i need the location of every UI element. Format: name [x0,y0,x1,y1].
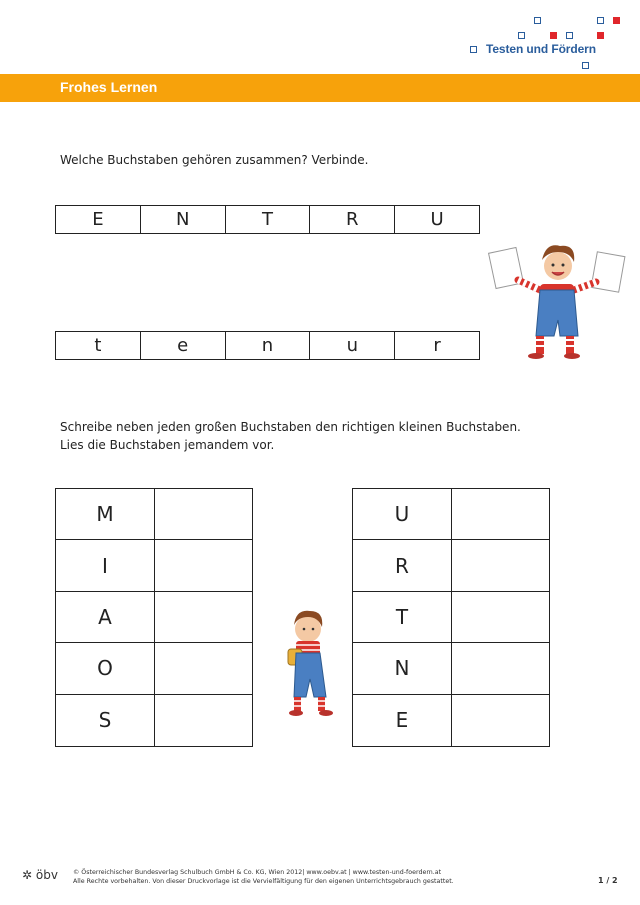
uppercase-cell[interactable]: N [141,206,226,233]
grid-uppercase-letter: E [353,695,452,746]
grid-row [353,643,549,694]
grid-row [56,643,252,694]
footer-copyright [73,868,454,886]
grid-uppercase-letter: A [56,592,155,642]
grid-uppercase-letter: O [56,643,155,693]
logo-text: Testen und Fördern [486,42,596,56]
uppercase-cell[interactable]: U [430,209,444,230]
uppercase-cell[interactable]: T [226,206,311,233]
grid-uppercase-letter: N [353,643,452,693]
answer-blank[interactable] [155,592,252,642]
answer-blank[interactable] [155,643,252,693]
lowercase-cell[interactable]: t [56,332,141,359]
footer-line1: © Österreichischer Bundesverlag Schulbuch GmbH & Co. KG, Wien 2012| www.oebv.at | www.testen-und-foerdern.at [73,869,442,876]
answer-blank[interactable] [452,489,549,539]
grid-uppercase-letter: I [56,540,155,590]
answer-blank[interactable] [452,643,549,693]
grid-uppercase-letter: T [353,592,452,642]
child-holding-papers-illustration [488,238,628,364]
logo-square [597,32,604,39]
page-title: Frohes Lernen [60,79,158,95]
walking-child-illustration [272,605,342,730]
logo-square [534,17,541,24]
logo-square [613,17,620,24]
answer-blank[interactable] [452,592,549,642]
logo-square [597,17,604,24]
logo-square [582,62,589,69]
lowercase-cell[interactable]: r [433,335,441,356]
footer-line2: Alle Rechte vorbehalten. Von dieser Druckvorlage ist die Vervielfältigung für den eigenen Unterrichtsgebrauch gestattet. [73,878,454,885]
exercise1-instruction: Welche Buchstaben gehören zusammen? Verbinde. [60,153,369,167]
answer-blank[interactable] [452,540,549,590]
grid-row [56,540,252,591]
grid-uppercase-letter: M [56,489,155,539]
grid-row [56,489,252,540]
left-letter-grid [55,488,253,747]
lowercase-cell[interactable]: u [310,332,395,359]
uppercase-cell[interactable]: E [56,206,141,233]
grid-row [353,592,549,643]
publisher-logo [22,868,58,882]
grid-uppercase-letter: U [353,489,452,539]
answer-blank[interactable] [155,489,252,539]
grid-row [353,540,549,591]
grid-row [56,695,252,746]
grid-uppercase-letter: R [353,540,452,590]
answer-blank[interactable] [155,695,252,746]
grid-row [56,592,252,643]
star-icon: ✲ [22,868,33,882]
answer-blank[interactable] [155,540,252,590]
logo-square [518,32,525,39]
logo-square [470,46,477,53]
uppercase-row [55,205,480,234]
exercise2-instruction-line2: Lies die Buchstaben jemandem vor. [60,438,275,452]
logo-square [566,32,573,39]
publisher-logo-text: öbv [35,868,58,882]
grid-row [353,695,549,746]
uppercase-cell[interactable]: R [310,206,395,233]
grid-uppercase-letter: S [56,695,155,746]
logo-square [550,32,557,39]
right-letter-grid [352,488,550,747]
lowercase-cell[interactable]: n [226,332,311,359]
grid-row [353,489,549,540]
answer-blank[interactable] [452,695,549,746]
page-number: 1 / 2 [598,876,618,885]
exercise2-instruction-line1: Schreibe neben jeden großen Buchstaben den richtigen kleinen Buchstaben. [60,420,521,434]
lowercase-cell[interactable]: e [141,332,226,359]
header-banner [0,74,640,102]
lowercase-row [55,331,480,360]
